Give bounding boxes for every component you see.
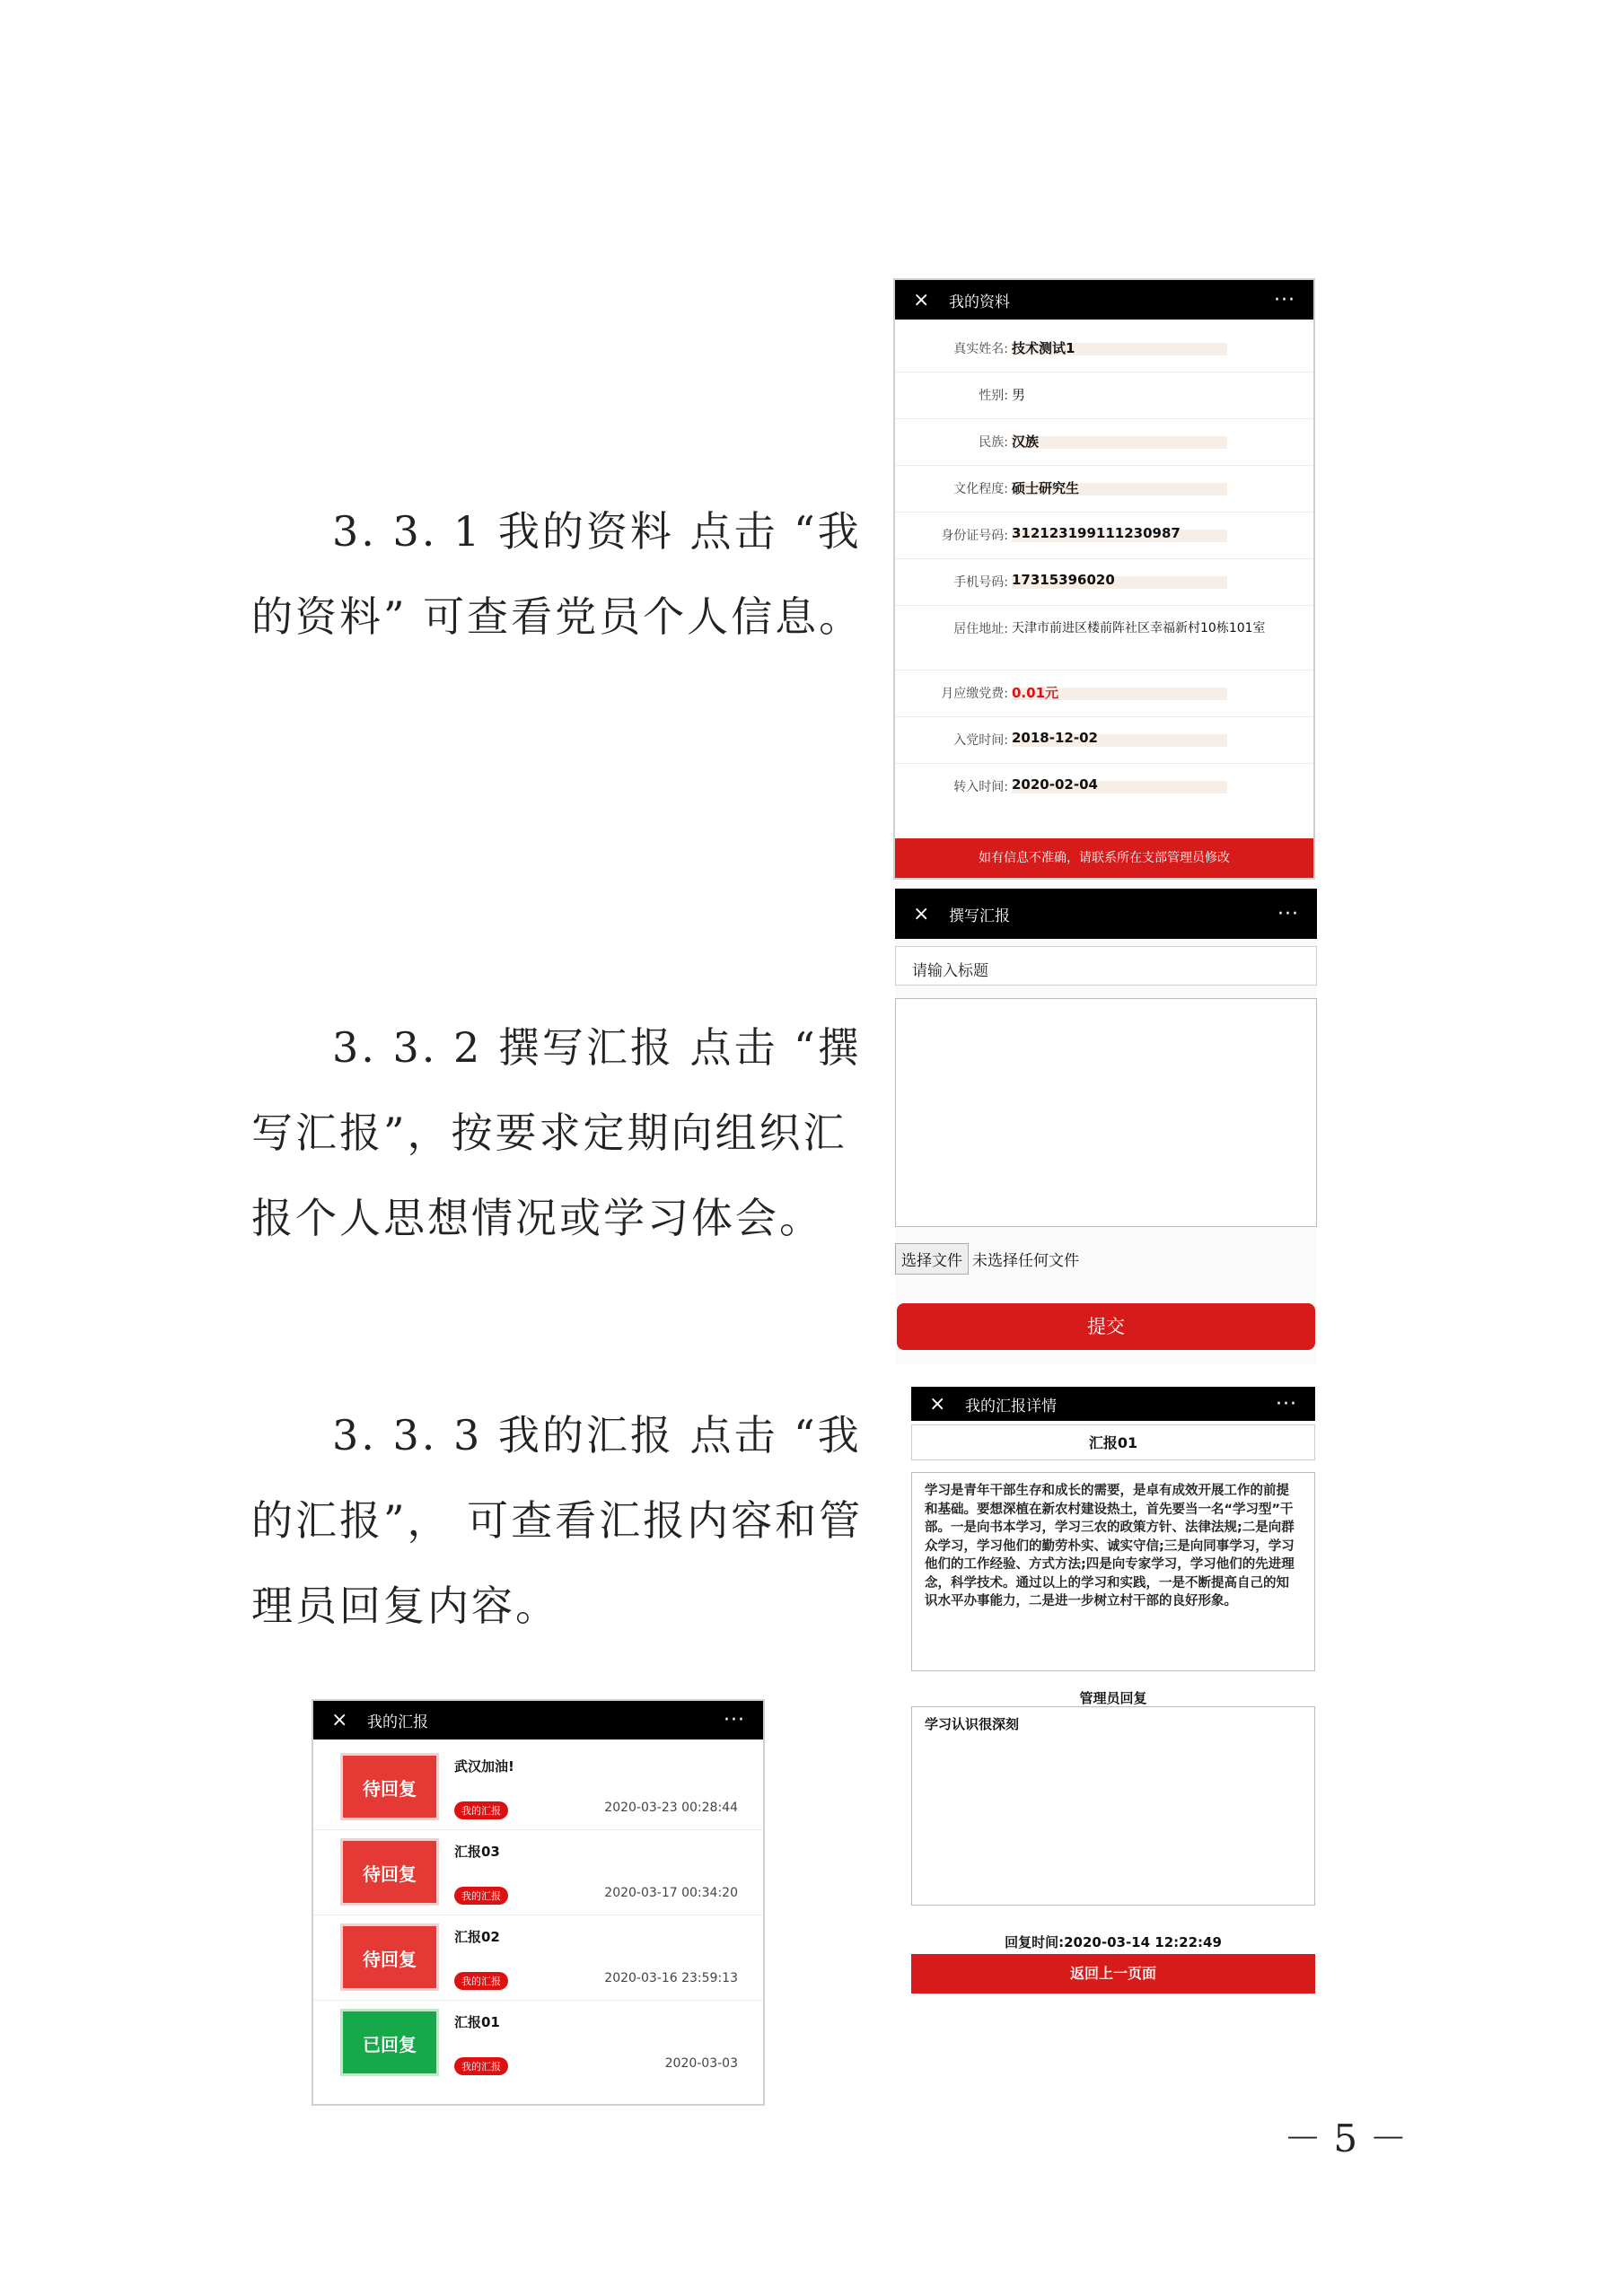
item-tag: 我的汇报	[454, 1887, 508, 1905]
compose-topbar	[895, 889, 1317, 939]
profile-topbar	[895, 280, 1313, 320]
item-date: 2020-03-03	[664, 2056, 738, 2071]
profile-row-join-date	[895, 716, 1313, 764]
paragraph-line: 写汇报”，按要求定期向组织汇	[251, 1109, 847, 1157]
profile-row-dues	[895, 670, 1313, 717]
profile-screenshot	[893, 278, 1315, 880]
page-title: 撰写汇报	[949, 907, 1010, 925]
list-item[interactable]	[313, 1915, 763, 2001]
item-title: 汇报02	[454, 1929, 500, 1945]
paragraph-line: 3. 3. 2 撰写汇报 点击 “撰	[332, 1023, 862, 1072]
item-title: 武汉加油!	[454, 1758, 514, 1775]
paragraph-line: 的资料” 可查看党员个人信息。	[251, 592, 864, 641]
highlight-bar	[1012, 436, 1227, 449]
item-date: 2020-03-17 00:34:20	[604, 1886, 738, 1900]
item-title: 汇报01	[454, 2014, 500, 2030]
profile-row-phone	[895, 558, 1313, 606]
more-icon[interactable]: ···	[724, 1709, 745, 1731]
field-value: 硕士研究生	[1012, 480, 1080, 496]
status-badge: 已回复	[340, 2009, 439, 2076]
page-number: － 5 －	[1284, 2116, 1408, 2160]
item-tag: 我的汇报	[454, 2057, 508, 2075]
profile-row-ethnicity	[895, 418, 1313, 466]
field-label: 民族:	[979, 435, 1008, 450]
item-tag: 我的汇报	[454, 1972, 508, 1990]
field-value: 天津市前进区楼前阵社区幸福新村10栋101室	[1012, 621, 1266, 635]
profile-row-address	[895, 605, 1313, 670]
item-date: 2020-03-23 00:28:44	[604, 1801, 738, 1815]
close-icon[interactable]: ×	[331, 1709, 348, 1731]
report-title: 汇报01	[911, 1424, 1315, 1460]
title-input[interactable]	[895, 946, 1317, 986]
list-item[interactable]	[313, 1829, 763, 1915]
paragraph-line: 3. 3. 1 我的资料 点击 “我	[332, 507, 862, 556]
content-textarea[interactable]	[895, 998, 1317, 1227]
submit-button[interactable]: 提交	[897, 1303, 1315, 1350]
item-title: 汇报03	[454, 1844, 500, 1860]
field-value: 312123199111230987	[1012, 525, 1181, 541]
field-value: 男	[1012, 387, 1026, 403]
back-button[interactable]: 返回上一页面	[911, 1954, 1315, 1994]
field-value: 2020-02-04	[1012, 776, 1098, 793]
page-title: 我的汇报	[367, 1713, 428, 1731]
close-icon[interactable]: ×	[913, 288, 930, 311]
field-label: 手机号码:	[953, 575, 1008, 590]
reply-box	[911, 1706, 1315, 1906]
field-value: 0.01元	[1012, 685, 1059, 701]
list-topbar	[313, 1701, 763, 1740]
page-title: 我的汇报详情	[965, 1397, 1057, 1415]
field-value: 技术测试1	[1012, 340, 1075, 356]
detail-topbar	[911, 1387, 1315, 1421]
list-item[interactable]	[313, 1744, 763, 1830]
profile-row-id-number	[895, 512, 1313, 559]
file-picker	[895, 1243, 1079, 1274]
field-value: 汉族	[1012, 434, 1040, 450]
notice-banner: 如有信息不准确，请联系所在支部管理员修改	[895, 838, 1313, 878]
compose-screenshot	[895, 889, 1317, 1364]
field-label: 身份证号码:	[941, 529, 1008, 543]
more-icon[interactable]: ···	[1274, 288, 1295, 311]
close-icon[interactable]: ×	[913, 902, 930, 925]
status-badge: 待回复	[340, 1924, 439, 1991]
page-title: 我的资料	[949, 293, 1010, 311]
field-label: 月应缴党费:	[941, 687, 1008, 701]
reply-label: 管理员回复	[1079, 1690, 1147, 1706]
more-icon[interactable]: ···	[1276, 1392, 1297, 1415]
field-label: 性别:	[979, 389, 1008, 403]
choose-file-button[interactable]: 选择文件	[895, 1243, 969, 1275]
field-label: 文化程度:	[953, 482, 1008, 496]
close-icon[interactable]: ×	[929, 1392, 946, 1415]
title-placeholder: 请输入标题	[912, 962, 988, 980]
report-detail-screenshot	[911, 1387, 1315, 2006]
paragraph-line: 理员回复内容。	[251, 1582, 559, 1630]
item-tag: 我的汇报	[454, 1801, 508, 1819]
field-label: 入党时间:	[953, 733, 1008, 748]
item-date: 2020-03-16 23:59:13	[604, 1971, 738, 1985]
section-3-3-2-paragraph	[251, 1005, 862, 1261]
status-badge: 待回复	[340, 1753, 439, 1820]
profile-row-education	[895, 465, 1313, 513]
status-badge: 待回复	[340, 1838, 439, 1906]
paragraph-line: 3. 3. 3 我的汇报 点击 “我	[332, 1411, 862, 1459]
report-content: 学习是青年干部生存和成长的需要，是卓有成效开展工作的前提和基础。要想深植在新农村建设热土，首先要当一名“学习型”干部。一是向书本学习，学习三农的政策方针、法律法规;二是向群众学习，学习他们的勤劳朴实、诚实守信;三是向同事学习，学习他们的工作经验、方式方法;四是向专家学习，学习他们的先进理念，科学技术。通过以上的学习和实践，一是不断提高自己的知识水平办事能力，二是进一步树立村干部的良好形象。	[911, 1472, 1315, 1671]
file-status: 未选择任何文件	[972, 1251, 1079, 1270]
profile-row-name	[895, 325, 1313, 372]
profile-row-gender	[895, 372, 1313, 419]
field-label: 真实姓名:	[953, 342, 1008, 356]
section-3-3-3-paragraph	[251, 1393, 863, 1649]
section-3-3-1-paragraph	[251, 489, 863, 660]
paragraph-line: 的汇报”， 可查看汇报内容和管	[251, 1496, 864, 1545]
reply-text: 学习认识很深刻	[925, 1716, 1020, 1732]
reply-time: 回复时间:2020-03-14 12:22:49	[1005, 1934, 1222, 1950]
field-label: 居住地址:	[953, 622, 1008, 636]
field-value: 17315396020	[1012, 572, 1115, 588]
more-icon[interactable]: ···	[1277, 902, 1299, 925]
field-value: 2018-12-02	[1012, 730, 1098, 746]
list-item[interactable]	[313, 2000, 763, 2085]
profile-row-transfer-date	[895, 763, 1313, 810]
paragraph-line: 报个人思想情况或学习体会。	[251, 1194, 823, 1242]
report-list-screenshot	[312, 1699, 765, 2106]
field-label: 转入时间:	[953, 780, 1008, 794]
